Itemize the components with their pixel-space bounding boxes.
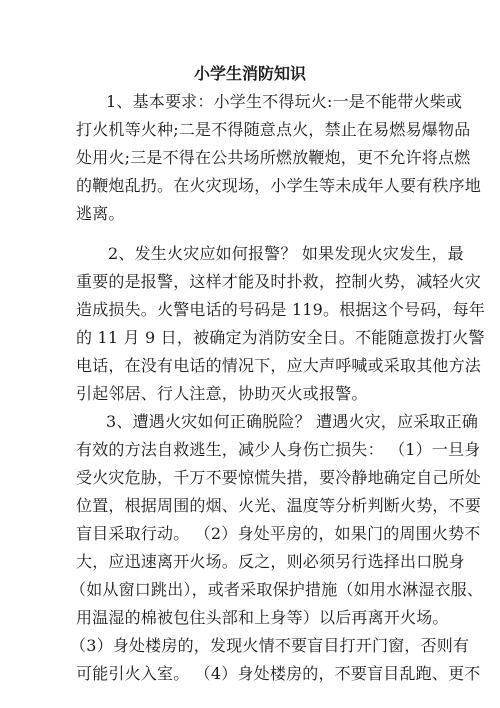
- paragraph-1-line-2: 打火机等火种;二是不得随意点火，禁止在易燃易爆物品: [76, 120, 471, 139]
- paragraph-2-line-2: 重要的是报警，这样才能及时扑救，控制火势，减轻火灾: [76, 272, 482, 291]
- paragraph-1-line-4: 的鞭炮乱扔。在火灾现场，小学生等未成年人要有秩序地: [76, 176, 482, 195]
- paragraph-3-line-7: （如从窗口跳出），或者采取保护措施（如用水淋湿衣服、: [70, 580, 484, 599]
- paragraph-1-line-3: 处用火;三是不得在公共场所燃放鞭炮，更不允许将点燃: [76, 148, 471, 167]
- paragraph-3-line-9: （3）身处楼房的，发现火情不要盲目打开门窗，否则有: [70, 636, 470, 655]
- paragraph-3-line-5: 盲目采取行动。 （2）身处平房的，如果门的周围火势不: [76, 524, 481, 543]
- paragraph-2-line-6: 引起邻居、行人注意，协助灭火或报警。: [76, 384, 368, 403]
- paragraph-3-line-8: 用温湿的棉被包住头部和上身等）以后再离开火场。: [76, 608, 449, 627]
- paragraph-1-line-1: 1、基本要求：小学生不得玩火:一是不能带火柴或: [106, 92, 463, 111]
- paragraph-3-line-2: 有效的方法自救逃生，减少人身伤亡损失： （1）一旦身: [76, 440, 481, 459]
- document-title: 小学生消防知识: [193, 64, 306, 83]
- paragraph-2-line-1: 2、发生火灾应如何报警？ 如果发现火灾发生，最: [108, 244, 464, 263]
- paragraph-1-line-5: 逃离。: [76, 204, 125, 223]
- paragraph-2-line-4: 的 11 月 9 日，被确定为消防安全日。不能随意拨打火警: [76, 328, 485, 347]
- paragraph-2-line-3: 造成损失。火警电话的号码是 119。根据这个号码，每年: [76, 300, 486, 319]
- paragraph-3-line-6: 大，应迅速离开火场。反之，则必须另行选择出口脱身: [76, 552, 465, 571]
- paragraph-3-line-3: 受火灾危胁，千万不要惊慌失措，要冷静地确定自己所处: [76, 468, 482, 487]
- paragraph-3-line-4: 位置，根据周围的烟、火光、温度等分析判断火势，不要: [76, 496, 482, 515]
- paragraph-3-line-1: 3、遭遇火灾如何正确脱险？ 遭遇火灾，应采取正确: [106, 412, 479, 431]
- paragraph-3-line-10: 可能引火入室。 （4）身处楼房的，不要盲目乱跑、更不: [76, 664, 481, 683]
- paragraph-2-line-5: 电话，在没有电话的情况下，应大声呼喊或采取其他方法: [76, 356, 482, 375]
